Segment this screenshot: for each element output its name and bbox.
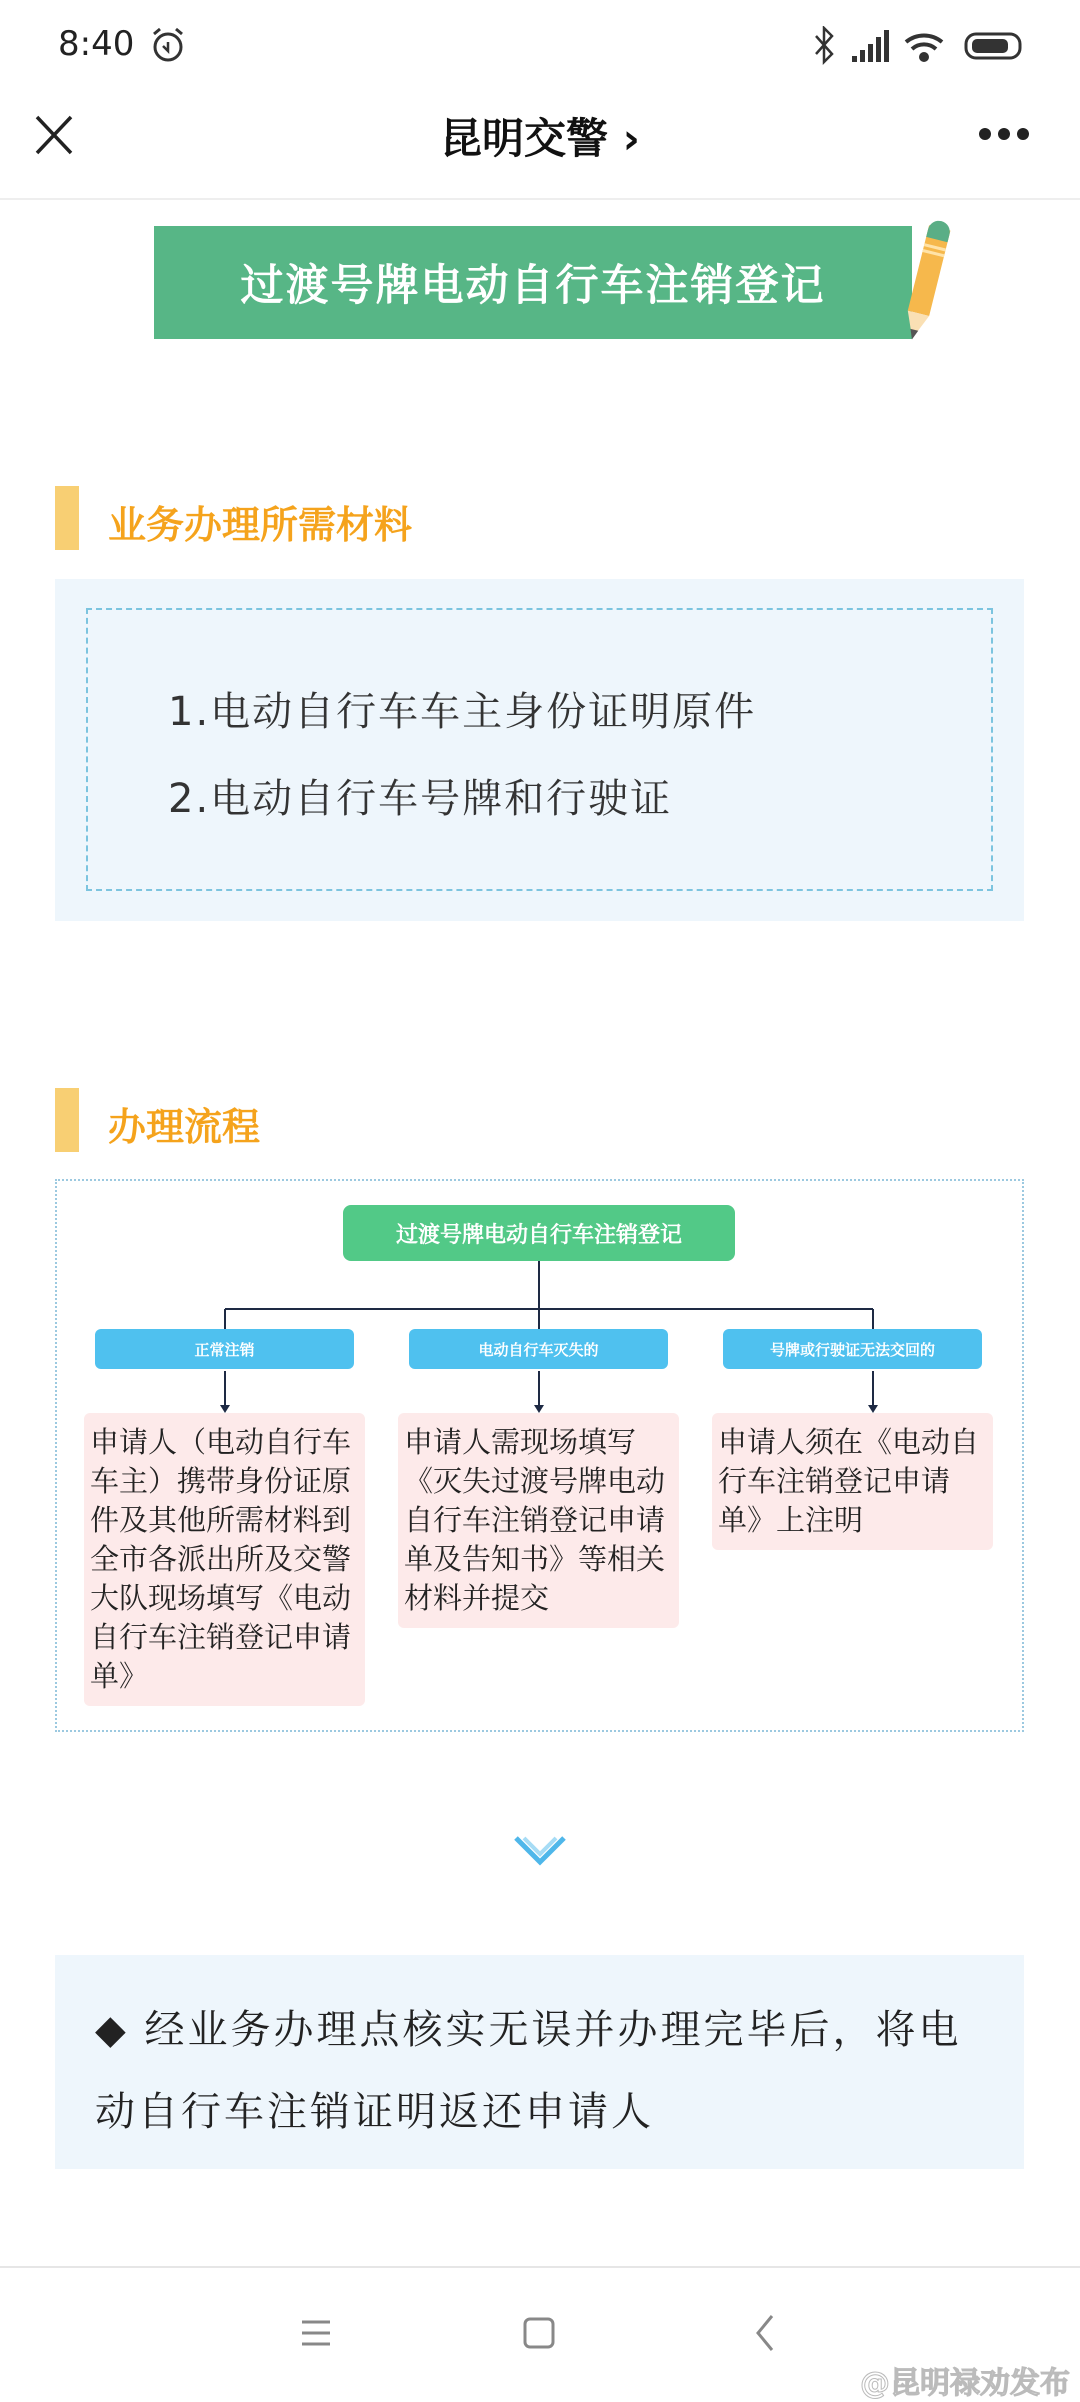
wifi-icon: [906, 35, 942, 60]
flow-branch-unreturnable: 号牌或行驶证无法交回的: [723, 1329, 982, 1369]
result-box: [55, 1955, 1024, 2169]
account-name: 昆明交警: [440, 114, 609, 163]
banner-title: 过渡号牌电动自行车注销登记: [154, 226, 912, 339]
battery-icon: [966, 34, 1020, 58]
nav-divider: [0, 198, 1080, 200]
home-icon[interactable]: [522, 2316, 556, 2350]
flow-detail-unreturnable: 申请人须在《电动自行车注销登记申请单》上注明: [712, 1413, 993, 1550]
flow-detail-lost: 申请人需现场填写《灭失过渡号牌电动自行车注销登记申请单及告知书》等相关材料并提交: [398, 1413, 679, 1628]
account-title-link[interactable]: [0, 106, 1080, 166]
system-nav-divider: [0, 2266, 1080, 2268]
signal-icon: [852, 30, 889, 62]
section-marker: [55, 486, 79, 550]
bluetooth-icon: [816, 28, 832, 62]
result-text: 经业务办理点核实无误并办理完毕后，将电动自行车注销证明返还申请人: [95, 2007, 962, 2135]
flow-branch-normal: 正常注销: [95, 1329, 354, 1369]
material-item: 2.电动自行车号牌和行驶证: [168, 776, 673, 822]
more-icon[interactable]: [978, 126, 1030, 142]
materials-heading: 业务办理所需材料: [108, 503, 413, 547]
flow-branch-lost: 电动自行车灭失的: [409, 1329, 668, 1369]
back-icon[interactable]: [754, 2314, 776, 2352]
menu-icon[interactable]: [300, 2318, 332, 2348]
chevron-right-icon: ›: [622, 114, 640, 163]
process-heading: 办理流程: [108, 1105, 261, 1149]
watermark: @昆明禄劝发布: [860, 2366, 1070, 2401]
material-item: 1.电动自行车车主身份证明原件: [168, 689, 757, 735]
status-time: 8:40: [58, 24, 135, 64]
pencil-icon: [895, 218, 955, 348]
double-chevron-down-icon: [512, 1830, 568, 1874]
section-marker: [55, 1088, 79, 1152]
status-icons: [812, 26, 1026, 66]
diamond-bullet-icon: ◆: [95, 2007, 129, 2053]
flow-detail-normal: 申请人（电动自行车车主）携带身份证原件及其他所需材料到全市各派出所及交警大队现场填写《电动自行车注销登记申请单》: [84, 1413, 365, 1706]
flow-root-node: 过渡号牌电动自行车注销登记: [343, 1205, 735, 1261]
alarm-icon: [150, 26, 186, 64]
materials-dashed-frame: [86, 608, 993, 891]
